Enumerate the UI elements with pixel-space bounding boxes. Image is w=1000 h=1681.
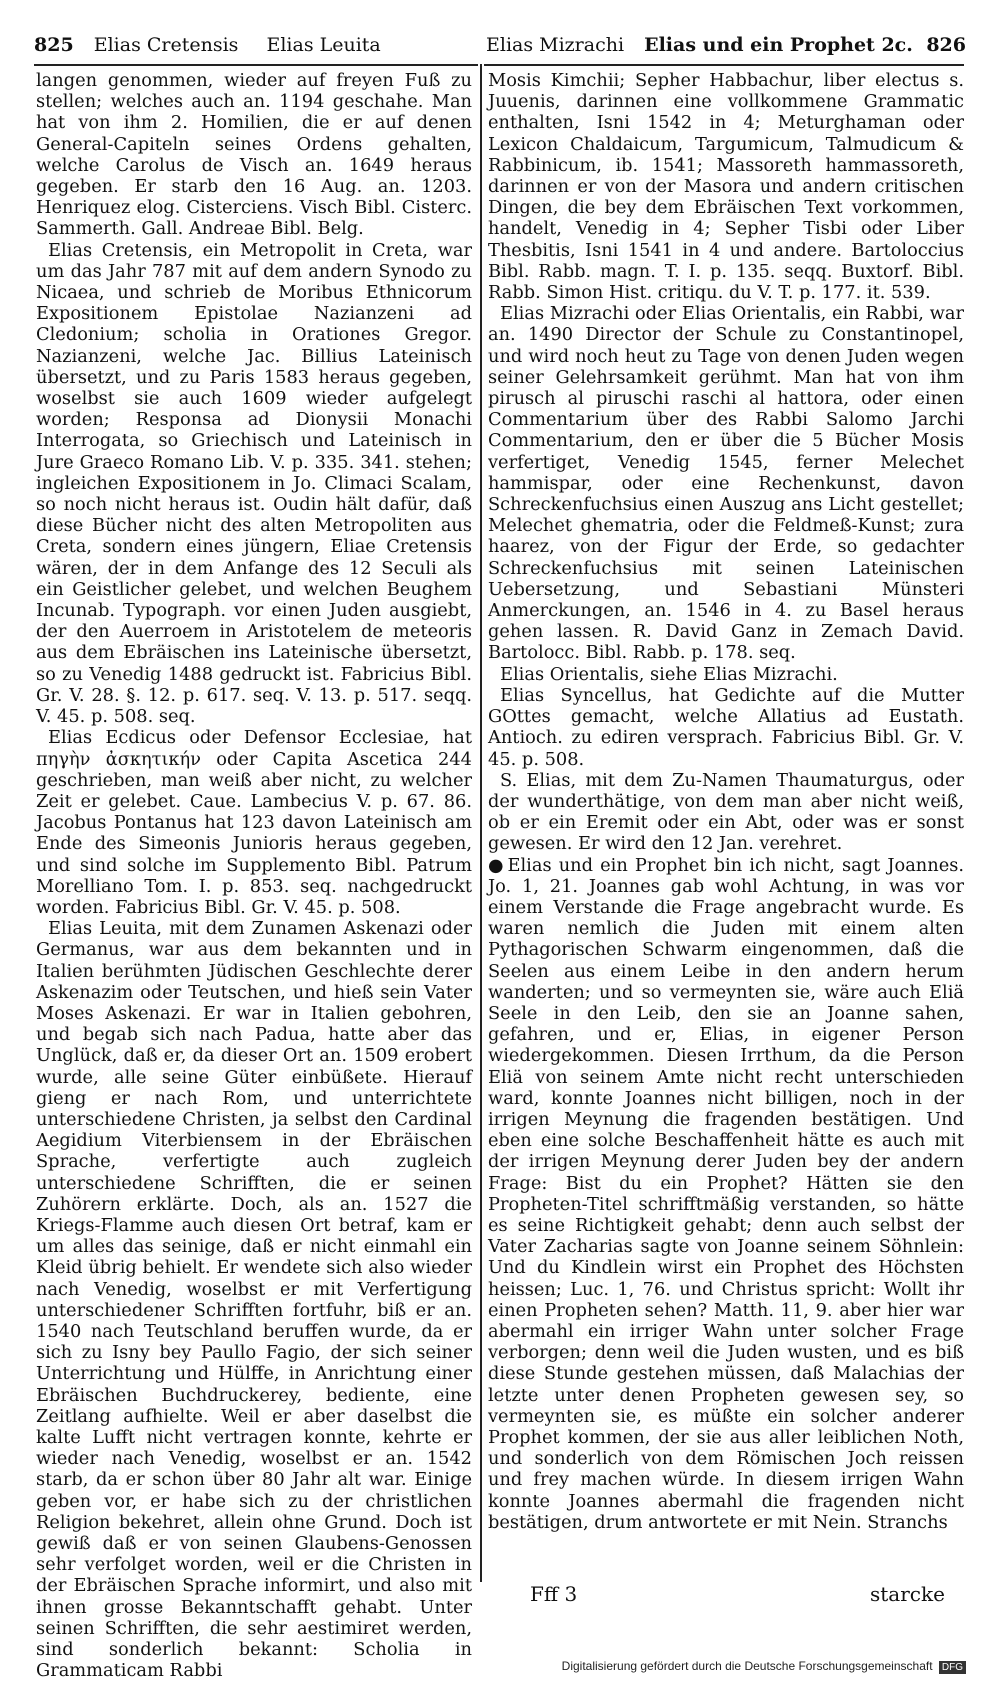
entry-elias-ecdicus: Elias Ecdicus oder Defensor Ecclesiae, hat πηγὴν ἀσκητικήν oder Capita Ascetica 244 geschrieben, man weiß aber nicht, zu welcher Zeit er gelebet. Caue. Lambecius V. p. 67. 86. Jacobus Pontanus hat 123 davon Lateinisch am Ende des Simeonis Junioris heraus gegeben, und sind solche im Supplemento Bibl. Patrum Morelliano Tom. I. p. 853. seq. nachgedruckt worden. Fabricius Bibl. Gr. V. 45. p. 508.	[36, 727, 472, 918]
entry-elias-syncellus: Elias Syncellus, hat Gedichte auf die Mutter GOttes gemacht, welche Allatius ad Eustath. Antioch. zu ediren versprach. Fabricius Bibl. Gr. V. 45. p. 508.	[488, 684, 964, 770]
left-page-number: 825	[34, 34, 74, 56]
entry-elias-mizrachi: Elias Mizrachi oder Elias Orientalis, ein Rabbi, war an. 1490 Director der Schule zu Constantinopel, und wird noch heut zu Tage von denen Juden wegen seiner Gelehrsamkeit gerühmt. Man hat von ihm pirusch al piruschi raschi al hattora, oder einen Commentarium über des Rabbi Salomo Jarchi Commentarium, den er über die 5 Bücher Mosis verfertiget, Venedig 1545, ferner Melechet hammispar, oder eine Rechenkunst, davon Schreckenfuchsius einen Auszug ans Licht gestellet; Melechet ghematria, oder die Feldmeß-Kunst; zura haarez, von der Figur der Erde, so gedachter Schreckenfuchsius mit seinen Lateinischen Uebersetzung, und Sebastiani Münsteri Anmerckungen, an. 1546 in 4. zu Basel heraus gehen lassen. R. David Ganz in Zemach David. Bartolocc. Bibl. Rabb. p. 178. seq.	[488, 303, 964, 664]
right-page-number: 826	[926, 34, 966, 56]
digitization-note: Digitalisierung gefördert durch die Deutsche Forschungsgemeinschaft	[561, 1659, 933, 1673]
column-divider	[480, 64, 482, 1582]
left-column	[36, 70, 472, 1681]
entry-elias-und-ein-prophet-text: Elias und ein Prophet bin ich nicht, sagt Joannes. Jo. 1, 21. Joannes gab wohl Achtung, in was vor einem Verstande die Frage angebracht wurde. Es waren nemlich die Juden mit einem alten Pythagorischen Schwarm eingenommen, daß die Seelen aus einem Leibe in den andern herum wanderten; und so vermeynten sie, wäre auch Eliä Seele in den Leib, den sie an Joanne sahen, gefahren, und er, Elias, in eigener Person wiedergekommen. Diesen Irrthum, da die Person Eliä von seinem Amte nicht recht unterschieden ward, konnte Joannes nicht billigen, noch in der irrigen Meynung die fragenden bestätigen. Und eben eine solche Beschaffenheit hätte es auch mit der irrigen Meynung derer Juden bey der andern Frage: Bist du ein Prophet? Hätten sie den Propheten-Titel schrifftmäßig verstanden, so hätte es seine Richtigkeit gehabt; denn auch selbst der Vater Zacharias sagte von Joanne seinem Söhnlein: Und du Kindlein wirst ein Prophet des Höchsten heissen; Luc. 1, 76. und Christus spricht: Wollt ihr einen Propheten sehen? Matth. 11, 9. aber hier war abermahl ein irriger Wahn unter solcher Frage verborgen; denn weil die Juden wusten, und es biß diese Stunde gestehen müssen, daß Malachias der letzte unter denen Propheten gewesen sey, so vermeynten sie, es müßte ein solcher anderer Prophet kommen, der sie aus aller leiblichen Noth, und sonderlich von dem Römischen Joch reissen und frey machen würde. In diesem irrigen Wahn konnte Joannes abermahl die fragenden nicht bestätigen, drum antwortete er mit Nein. Stranchs	[488, 854, 964, 1533]
right-paragraph-continued: Mosis Kimchii; Sepher Habbachur, liber electus s. Juuenis, darinnen eine vollkommene Grammatic enthalten, Isni 1542 in 4; Meturghaman oder Lexicon Chaldaicum, Targumicum, Talmudicum & Rabbinicum, ib. 1541; Massoreth hammassoreth, darinnen er von der Masora und andern critischen Dingen, die bey dem Ebräischen Text vorkommen, handelt, Venedig in 4; Sepher Tisbi oder Liber Thesbitis, Isni 1541 in 4 und andere. Bartoloccius Bibl. Rabb. magn. T. I. p. 135. seqq. Buxtorf. Bibl. Rabb. Simon Hist. critiqu. du V. T. p. 177. it. 539.	[488, 70, 964, 304]
entry-elias-leuita: Elias Leuita, mit dem Zunamen Askenazi oder Germanus, war aus dem bekannten und in Italien berühmten Jüdischen Geschlechte derer Askenazim oder Teutschen, und hieß sein Vater Moses Askenazi. Er war in Italien gebohren, und begab sich nach Padua, hatte aber das Unglück, daß er, da dieser Ort an. 1509 erobert wurde, alle seine Güter einbüßete. Hierauf gieng er nach Rom, und unterrichtete unterschiedene Christen, ja selbst den Cardinal Aegidium Viterbiensem in der Ebräischen Sprache, verfertigte auch zugleich unterschiedene Schrifften, die er seinen Zuhörern erklärte. Doch, als an. 1527 die Kriegs-Flamme auch diesen Ort betraf, kam er um alles das seinige, daß er nicht einmahl ein Kleid übrig behielt. Er wendete sich also wieder nach Venedig, woselbst er mit Verfertigung unterschiedener Schrifften fortfuhr, biß er an. 1540 nach Teutschland beruffen wurde, da er sich zu Isny bey Paullo Fagio, der sich seiner Unterrichtung und Hülffe, in Anrichtung einer Ebräischen Buchdruckerey, bediente, eine Zeitlang aufhielte. Weil er aber daselbst die kalte Lufft nicht vertragen konnte, kehrte er wieder nach Venedig, woselbst er an. 1542 starb, da er schon über 80 Jahr alt war. Einige geben vor, er habe sich zu der christlichen Religion bekehret, allein ohne Grund. Doch ist gewiß daß er von seinen Glaubens-Genossen sehr verfolget worden, weil er die Christen in der Ebräischen Sprache informirt, und also mit ihnen grosse Bekanntschafft gehabt. Unter seinen Schrifften, die sehr aestimiret werden, sind sonderlich bekannt: Scholia in Grammaticam Rabbi	[36, 918, 472, 1681]
right-head-keyword-1: Elias Mizrachi	[486, 34, 625, 56]
right-head-keyword-2: Elias und ein Prophet 2c.	[644, 34, 913, 56]
left-header-rule	[34, 64, 478, 66]
left-head-keyword-2: Elias Leuita	[266, 34, 381, 56]
left-paragraph-continued: langen genommen, wieder auf freyen Fuß zu stellen; welches auch an. 1194 geschahe. Man hat von ihm 2. Homilien, die er auf denen General-Capiteln seines Ordens gehalten, welche Carolus de Visch an. 1649 heraus gegeben. Er starb den 16 Aug. an. 1203. Henriquez elog. Cisterciens. Visch Bibl. Cisterc. Sammerth. Gall. Andreae Bibl. Belg.	[36, 70, 472, 240]
entry-elias-cretensis: Elias Cretensis, ein Metropolit in Creta, war um das Jahr 787 mit auf dem andern Synodo zu Nicaea, und schrieb de Moribus Ethnicorum Expositionem Epistolae Nazianzeni ad Cledonium; scholia in Orationes Gregor. Nazianzeni, welche Jac. Billius Lateinisch übersetzt, und zu Paris 1583 heraus gegeben, woselbst sie auch 1609 wieder aufgelegt worden; Responsa ad Dionysii Monachi Interrogata, so Griechisch und Lateinisch in Jure Graeco Romano Lib. V. p. 335. 341. stehen; ingleichen Expositionem in Jo. Climaci Scalam, so noch nicht heraus ist. Oudin hält dafür, daß diese Bücher nicht des alten Metropoliten aus Creta, sondern eines jüngern, Eliae Cretensis wären, der in dem Anfange des 12 Seculi als ein Geistlicher gelebet, und welchen Beughem Incunab. Typograph. vor einen Juden ausgiebt, der den Auerroem in Aristotelem de meteoris aus dem Ebräischen ins Lateinische übersetzt, so zu Venedig 1488 gedruckt ist. Fabricius Bibl. Gr. V. 28. §. 12. p. 617. seq. V. 13. p. 517. seqq. V. 45. p. 508. seq.	[36, 239, 472, 728]
signature-mark: Fff 3	[530, 1582, 578, 1606]
bullet-icon: ●	[488, 854, 504, 876]
left-head-keyword-1: Elias Cretensis	[93, 34, 239, 56]
digitization-footer	[562, 1659, 966, 1674]
entry-s-elias: S. Elias, mit dem Zu-Namen Thaumaturgus, oder der wunderthätige, von dem man aber nicht weiß, ob er ein Eremit oder ein Abt, oder was er sonst gewesen. Er wird den 12 Jan. verehret.	[488, 769, 964, 855]
left-running-head	[34, 34, 474, 62]
catchword: starcke	[870, 1582, 945, 1606]
right-header-rule	[484, 64, 964, 66]
right-running-head	[486, 34, 966, 62]
dfg-logo: DFG	[939, 1661, 966, 1674]
entry-elias-orientalis: Elias Orientalis, siehe Elias Mizrachi.	[500, 663, 838, 685]
entry-elias-und-ein-prophet	[488, 855, 964, 1534]
right-column	[488, 70, 964, 1533]
